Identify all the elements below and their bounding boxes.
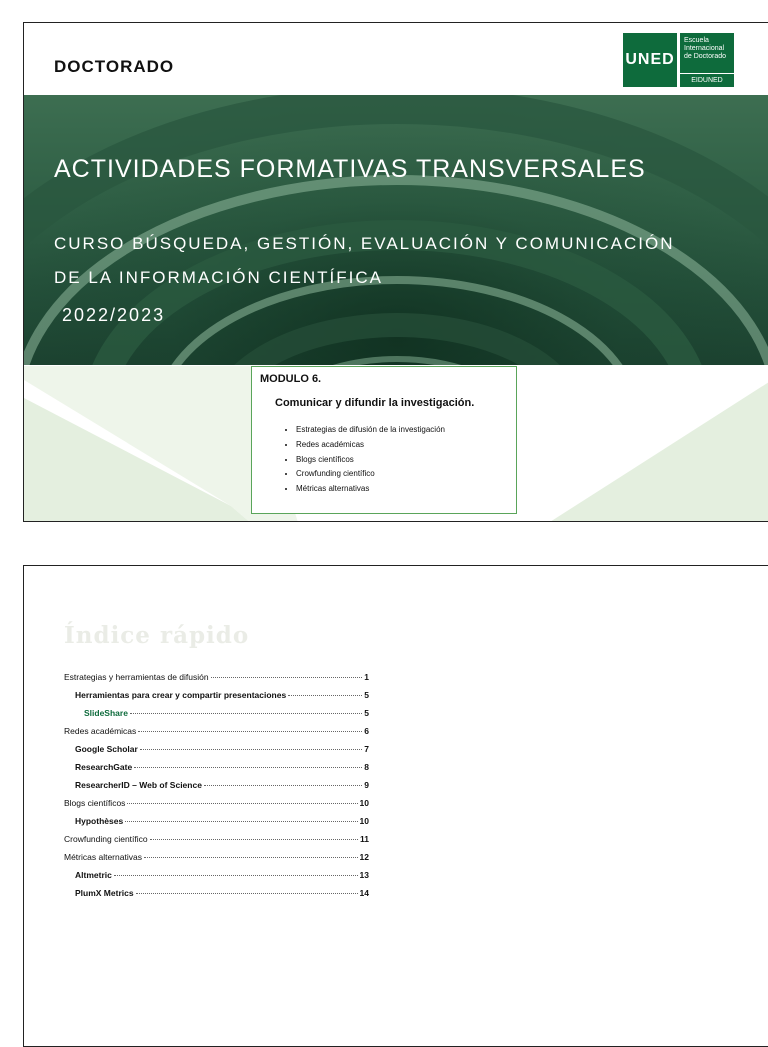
toc-leader xyxy=(130,713,362,714)
cover-subtitle-line2: DE LA INFORMACIÓN CIENTÍFICA xyxy=(54,268,383,287)
logo-school-sub: EIDUNED xyxy=(680,73,734,85)
toc-entry-page: 13 xyxy=(359,870,369,880)
toc-leader xyxy=(204,785,362,786)
cover-year: 2022/2023 xyxy=(62,305,166,325)
toc-entry-label: Herramientas para crear y compartir presentaciones xyxy=(75,690,287,700)
toc-entry-label: Crowfunding científico xyxy=(64,834,148,844)
toc-entry-page: 11 xyxy=(360,834,369,844)
toc-entry[interactable] xyxy=(64,852,369,870)
toc-leader xyxy=(127,803,357,804)
toc-entry[interactable] xyxy=(64,834,369,852)
module-topic-list xyxy=(266,423,445,497)
cover-page xyxy=(23,22,768,522)
index-title: Índice rápido xyxy=(64,622,250,649)
toc-entry-page: 12 xyxy=(359,852,369,862)
cover-subtitle-line1: CURSO BÚSQUEDA, GESTIÓN, EVALUACIÓN Y COMUNICACIÓN xyxy=(54,234,675,253)
toc-entry-page: 7 xyxy=(364,744,369,754)
module-topic-item: • Estrategias de difusión de la investigación xyxy=(296,423,445,438)
toc-entry-label: Redes académicas xyxy=(64,726,137,736)
toc-leader xyxy=(136,893,358,894)
toc-entry-page: 9 xyxy=(364,780,369,790)
toc-leader xyxy=(138,731,362,732)
toc-leader xyxy=(114,875,358,876)
toc-leader xyxy=(125,821,357,822)
banner-library-photo xyxy=(23,95,768,365)
module-box xyxy=(251,366,517,514)
module-topic-item: • Crowfunding científico xyxy=(296,467,445,482)
toc-leader xyxy=(288,695,362,696)
toc-entry-page: 1 xyxy=(364,672,369,682)
toc-entry-label: Altmetric xyxy=(75,870,112,880)
toc-entry-label: SlideShare xyxy=(84,708,128,718)
toc-entry-label: PlumX Metrics xyxy=(75,888,134,898)
toc-entry[interactable] xyxy=(64,798,369,816)
toc-entry[interactable] xyxy=(64,726,369,744)
toc-entry[interactable] xyxy=(64,816,369,834)
toc-leader xyxy=(140,749,362,750)
toc-leader xyxy=(150,839,358,840)
toc-leader xyxy=(211,677,363,678)
module-title: MODULO 6. xyxy=(260,373,322,385)
table-of-contents xyxy=(64,672,369,906)
toc-entry-label: Hypothèses xyxy=(75,816,124,826)
index-page xyxy=(23,565,768,1047)
logo-school-name: Escuela Internacional de Doctorado xyxy=(684,37,727,60)
toc-entry[interactable] xyxy=(64,780,369,798)
toc-entry[interactable] xyxy=(64,888,369,906)
logo-brand: UNED xyxy=(623,33,677,87)
toc-leader xyxy=(144,857,358,858)
toc-entry[interactable] xyxy=(64,690,369,708)
toc-entry-page: 10 xyxy=(359,798,369,808)
uned-logo xyxy=(623,33,734,87)
toc-entry-label: Estrategias y herramientas de difusión xyxy=(64,672,209,682)
module-topic-item: • Redes académicas xyxy=(296,438,445,453)
toc-entry[interactable] xyxy=(64,708,369,726)
toc-entry-page: 8 xyxy=(364,762,369,772)
toc-entry-label: ResearchGate xyxy=(75,762,133,772)
toc-entry-page: 14 xyxy=(359,888,369,898)
logo-school xyxy=(680,33,734,87)
toc-entry[interactable] xyxy=(64,672,369,690)
toc-entry-page: 6 xyxy=(364,726,369,736)
toc-entry-label: Blogs científicos xyxy=(64,798,126,808)
toc-entry-label: Métricas alternativas xyxy=(64,852,142,862)
toc-leader xyxy=(134,767,362,768)
toc-entry-page: 10 xyxy=(359,816,369,826)
cover-subtitle xyxy=(54,227,674,295)
program-label: DOCTORADO xyxy=(54,57,175,76)
module-topic-item: • Métricas alternativas xyxy=(296,482,445,497)
toc-entry-label: Google Scholar xyxy=(75,744,138,754)
toc-entry[interactable] xyxy=(64,762,369,780)
cover-title: ACTIVIDADES FORMATIVAS TRANSVERSALES xyxy=(54,155,646,183)
toc-entry[interactable] xyxy=(64,870,369,888)
module-topic-item: • Blogs científicos xyxy=(296,453,445,468)
toc-entry-label: ResearcherID – Web of Science xyxy=(75,780,202,790)
toc-entry-page: 5 xyxy=(364,708,369,718)
toc-entry-page: 5 xyxy=(364,690,369,700)
toc-entry[interactable] xyxy=(64,744,369,762)
module-subtitle: Comunicar y difundir la investigación. xyxy=(275,397,475,409)
